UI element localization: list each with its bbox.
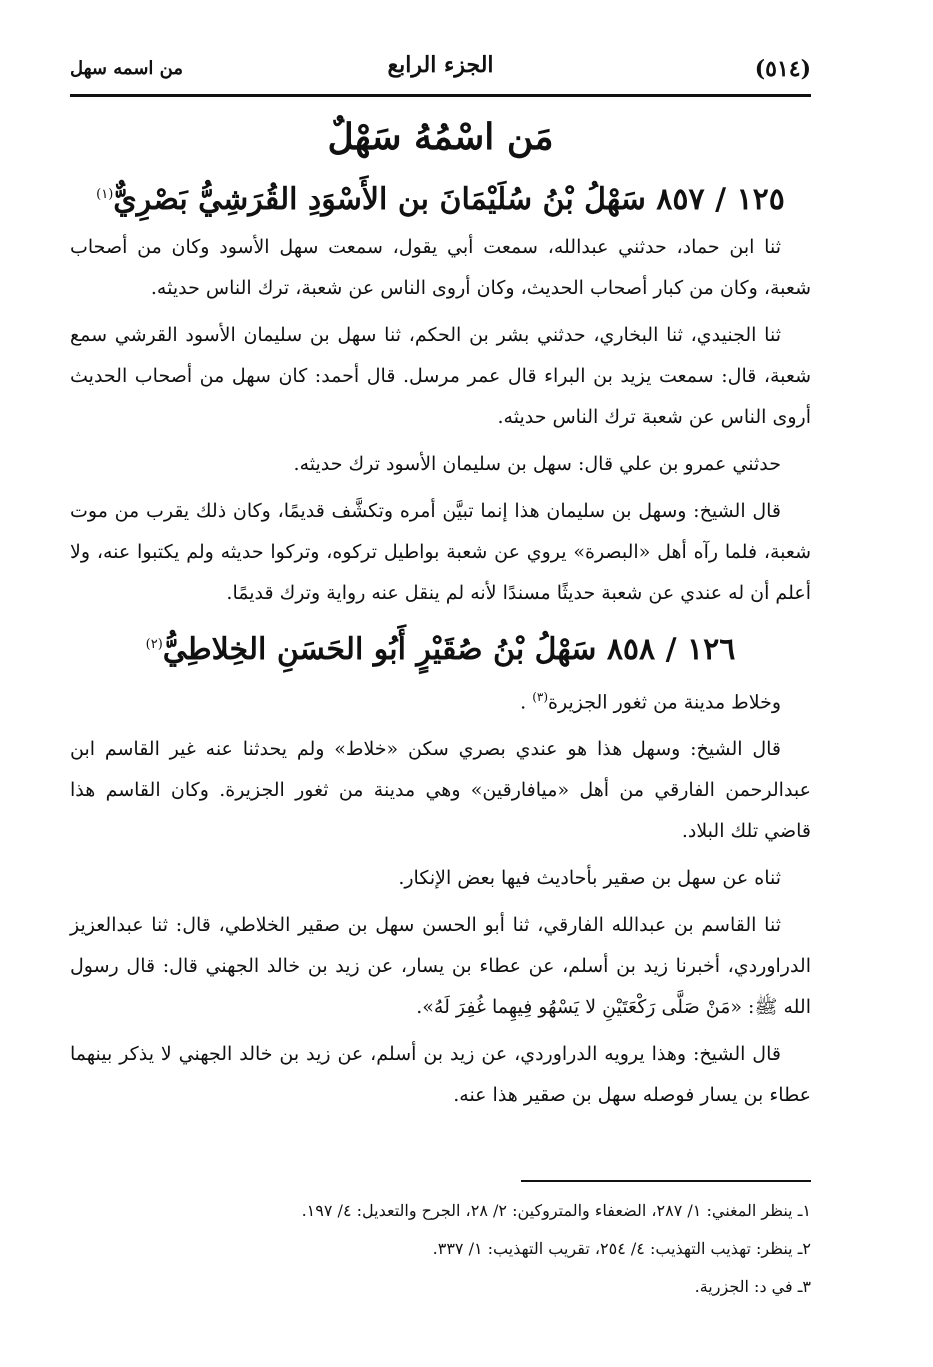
paragraph: قال الشيخ: وهذا يرويه الدراوردي، عن زيد بن أسلم، عن زيد بن خالد الجهني لا يذكر بينهما عطاء بن يسار فوصله سهل بن صقير هذا عنه. [70, 1043, 811, 1107]
paragraph: ثنا الجنيدي، ثنا البخاري، حدثني بشر بن الحكم، ثنا سهل بن سليمان الأسود القرشي سمع شعبة، قال: سمعت يزيد بن البراء قال عمر مرسل. قال أحمد: كان سهل من أصحاب الحديث أروى الناس عن شعبة ترك الناس حديثه. [70, 324, 811, 428]
footnote-marker: (٢) [145, 637, 163, 652]
paragraph: ثناه عن سهل بن صقير بأحاديث فيها بعض الإنكار. [398, 867, 781, 890]
entry-title-text: ١٢٦ / ٨٥٨ سَهْلُ بْنُ صُقَيْرٍ أَبُو الحَسَنِ الخِلاطِيُّ [162, 632, 736, 667]
paragraph: ثنا القاسم بن عبدالله الفارقي، ثنا أبو الحسن سهل بن صقير الخلاطي، قال: ثنا عبدالعزيز الدراوردي، أخبرنا زيد بن أسلم، عن عطاء بن يسار، عن زيد بن خالد الجهني قال: قال رسول الله ﷺ: «مَنْ صَلَّى رَكْعَتَيْنِ لا يَسْهُو فِيهِما غُفِرَ لَهُ». [70, 914, 811, 1019]
paragraph: قال الشيخ: وسهل بن سليمان هذا إنما تبيَّن أمره وتكشَّف قديمًا، وكان ذلك يقرب من موت شعبة، فلما رآه أهل «البصرة» يروي عن شعبة بواطيل تركوه، وتركوا حديثه ولم يكتبوا عنه، ولا أعلم أن له عندي عن شعبة حديثًا مسندًا لأنه لم ينقل عنه رواية وترك قديمًا. [70, 500, 811, 604]
section-running-title: من اسمه سهل [70, 58, 184, 79]
paragraph [70, 677, 811, 723]
footnote-divider [521, 1180, 811, 1182]
paragraph: حدثني عمرو بن علي قال: سهل بن سليمان الأسود ترك حديثه. [293, 453, 781, 475]
volume-title: الجزء الرابع [387, 52, 494, 78]
running-header [70, 50, 811, 97]
main-text [70, 108, 811, 1122]
paragraph-text: وخلاط مدينة من ثغور الجزيرة [548, 691, 781, 714]
entry-title [70, 620, 811, 675]
paragraph-end: . [520, 691, 527, 714]
footnote-marker: (٣) [532, 690, 549, 704]
page-number: (٥١٤) [754, 56, 811, 82]
entry-title [70, 170, 811, 225]
footnote-marker: (١) [96, 187, 114, 202]
entry-title-text: ١٢٥ / ٨٥٧ سَهْلُ بْنُ سُلَيْمَانَ بن الأَسْوَدِ القُرَشِيُّ بَصْرِيٌّ [113, 182, 785, 217]
section-title: مَن اسْمُهُ سَهْلٌ [327, 116, 554, 158]
footnote: ٢ـ ينظر: تهذيب التهذيب: ٤/ ٢٥٤، تقريب التهذيب: ١/ ٣٣٧. [432, 1239, 811, 1258]
footnotes [70, 1192, 811, 1306]
paragraph: قال الشيخ: وسهل هذا هو عندي بصري سكن «خلاط» ولم يحدثنا عنه غير القاسم ابن عبدالرحمن الفارقي من أهل «ميافارقين» وهي مدينة من ثغور الجزيرة. وكان القاسم هذا قاضي تلك البلاد. [70, 738, 811, 843]
paragraph: ثنا ابن حماد، حدثني عبدالله، سمعت أبي يقول، سمعت سهل الأسود وكان من أصحاب شعبة، وكان من كبار أصحاب الحديث، وكان أروى الناس عن شعبة، ترك الناس حديثه. [70, 236, 811, 299]
footnote: ١ـ ينظر المغني: ١/ ٢٨٧، الضعفاء والمتروكين: ٢/ ٢٨، الجرح والتعديل: ٤/ ١٩٧. [301, 1201, 811, 1220]
footnote: ٣ـ في د: الجزرية. [694, 1277, 811, 1296]
